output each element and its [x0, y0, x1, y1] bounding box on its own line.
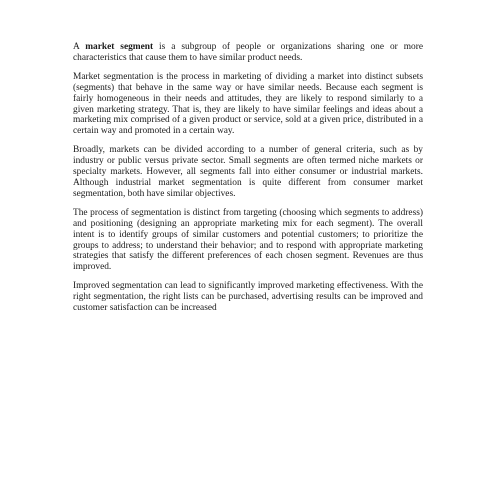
paragraph-definition: [73, 42, 423, 64]
paragraph-lead: A: [73, 42, 86, 52]
paragraph-segmentation-process: Market segmentation is the process in marketing of dividing a market into distinct subsets (segments) that behave in the same way or have similar needs. Because each segment is fairly homogeneous in their needs and attitudes, they are likely to respond similarly to a given marketing strategy. That is, they are likely to have similar feelings and ideas about a marketing mix comprised of a given product or service, sold at a given price, distributed in a certain way and promoted in a certain way.: [73, 71, 423, 137]
document-page: [73, 42, 423, 314]
defined-term: market segment: [85, 42, 154, 52]
paragraph-targeting: The process of segmentation is distinct from targeting (choosing which segments to address) and positioning (designing an appropriate marketing mix for each segment). The overall intent is to identify groups of similar customers and potential customers; to prioritize the groups to address; to understand their behavior; and to respond with appropriate marketing strategies that satisfy the different preferences of each chosen segment. Revenues are thus improved.: [73, 207, 423, 273]
paragraph-effectiveness: Improved segmentation can lead to significantly improved marketing effectiveness. With the right segmentation, the right lists can be purchased, advertising results can be improved and customer satisfaction can be increased: [73, 281, 423, 314]
paragraph-criteria: Broadly, markets can be divided according to a number of general criteria, such as by industry or public versus private sector. Small segments are often termed niche markets or specialty markets. However, all segments fall into either consumer or industrial markets. Although industrial market segmentation is quite different from consumer market segmentation, both have similar objectives.: [73, 145, 423, 199]
paragraph-rest: is a subgroup of people or organizations sharing one or more characteristics that cause them to have similar product needs.: [73, 42, 423, 63]
